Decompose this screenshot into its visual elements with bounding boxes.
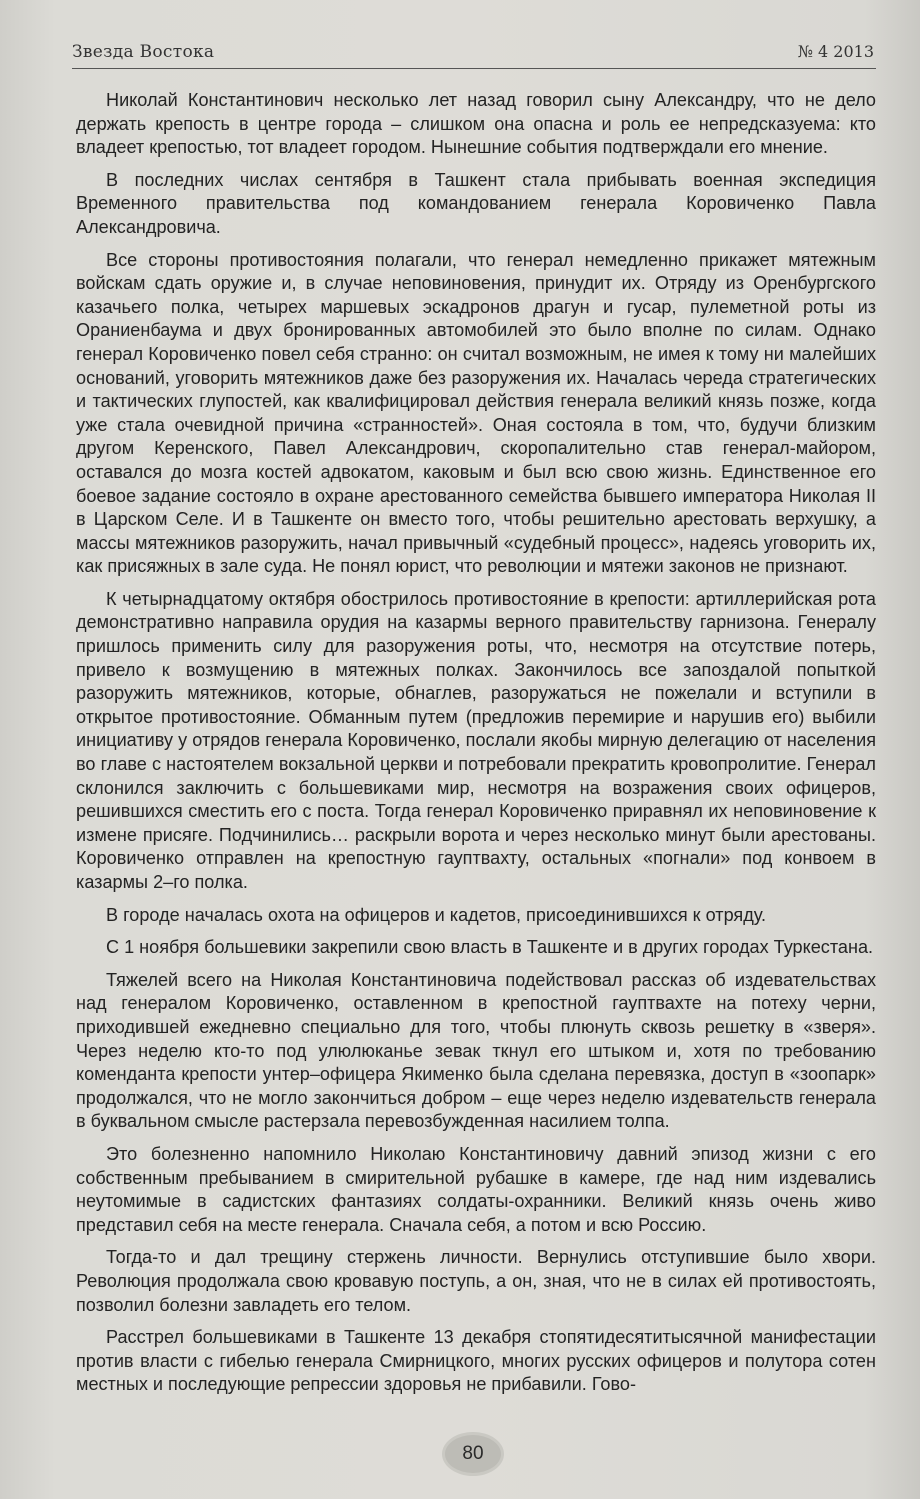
paragraph: Тогда-то и дал трещину стержень личности. Вернулись отступившие было хвори. Революция продолжала свою кровавую поступь, а он, зная, что не в силах ей противостоять, позволил болезни завладеть его телом. (76, 1247, 876, 1315)
magazine-title: Звезда Востока (72, 42, 215, 62)
paragraph: С 1 ноября большевики закрепили свою власть в Ташкенте и в других городах Туркестана. (106, 937, 874, 958)
page-number: 80 (445, 1435, 501, 1473)
paragraph: Это болезненно напомнило Николаю Константиновичу давний эпизод жизни с его собственным пребыванием в смирительной рубашке в камере, где над ним издевались неутомимые в садистских фантазиях солдаты-охранники. Великий князь очень живо представил себя на месте генерала. Сначала себя, а потом и всю Россию. (76, 1143, 876, 1235)
paragraph: Все стороны противостояния полагали, что генерал немедленно прикажет мятежным войскам сдать оружие и, в случае неповиновения, принудит их. Отряду из Оренбургского казачьего полка, четырех маршевых эскадронов драгун и гусар, пулеметной роты из Ораниенбаума и двух бронированных автомобилей это было вполне по силам. Однако генерал Коровиченко повел себя странно: он считал возможным, не имея к тому ни малейших оснований, уговорить мятежников даже без разоружения их. Началась череда стратегических и тактических глупостей, как квалифицировал действия генерала великий князь позже, когда уже стала очевидной причина «странностей». Оная состояла в том, что, будучи близким другом Керенского, Павел Александрович, скоропалительно став генерал-майором, оставался до мозга костей адвокатом, каковым и был всю свою жизнь. Единственное его боевое задание состояло в охране арестованного семейства бывшего императора Николая II в Царском Селе. И в Ташкенте он вместо того, чтобы решительно арестовать верхушку, а массы мятежников разоружить, начал привычный «судебный процесс», надеясь уговорить их, как присяжных в зале суда. Не понял юрист, что революции и мятежи законов не признают. (76, 249, 876, 577)
paragraph: К четырнадцатому октября обострилось противостояние в крепости: артиллерийская рота демонстративно направила орудия на казармы верного правительству гарнизона. Генералу пришлось применить силу для разоружения роты, что, несмотря на отсутствие потерь, привело к возмущению в мятежных полках. Закончилось все запоздалой попыткой разоружить мятежников, которые, обнаглев, разоружаться не пожелали и вступили в открытое противостояние. Обманным путем (предложив перемирие и нарушив его) выбили инициативу у отрядов генерала Коровиченко, послали якобы мирную делегацию от населения во главе с настоятелем вокзальной церкви и потребовали прекратить кровопролитие. Генерал склонился заключить с большевиками мир, несмотря на возражения своих офицеров, решившихся сместить его с поста. Тогда генерал Коровиченко приравнял их неповиновение к измене присяге. Подчинились… раскрыли ворота и через несколько минут были арестованы. Коровиченко отправлен на крепостную гауптвахту, остальных «погнали» под конвоем в казармы 2–го полка. (76, 588, 876, 892)
paragraph: В последних числах сентября в Ташкент стала прибывать военная экспедиция Временного правительства под командованием генерала Коровиченко Павла Александровича. (76, 169, 876, 237)
paragraph: Тяжелей всего на Николая Константиновича подействовал рассказ об издевательствах над генералом Коровиченко, оставленном в крепостной гауптвахте на потеху черни, приходившей ежедневно специально для того, чтобы плюнуть сквозь решетку в «зверя». Через неделю кто-то под улюлюканье зевак ткнул его штыком и, хотя по требованию коменданта крепости унтер–офицера Якименко была сделана перевязка, доступ в «зоопарк» продолжался, что не могло закончиться добром – еще через неделю издевательств генерала в буквальном смысле растерзала перевозбужденная насилием толпа. (76, 969, 876, 1132)
paragraph: Николай Константинович несколько лет назад говорил сыну Александру, что не дело держать крепость в центре города – слишком она опасна и роль ее непредсказуема: кто владеет крепостью, тот владеет городом. Нынешние события подтверждали его мнение. (76, 90, 876, 158)
issue-number: № 4 2013 (797, 42, 874, 61)
article-body (76, 89, 876, 1406)
paragraph: В городе началась охота на офицеров и кадетов, присоединившихся к отряду. (106, 904, 767, 925)
paragraph: Расстрел большевиками в Ташкенте 13 декабря стопятидесятитысячной манифестации против власти с гибелью генерала Смирницкого, многих русских офицеров и полутора сотен местных и последующие репрессии здоровья не прибавили. Гово- (76, 1327, 876, 1395)
running-header (72, 40, 876, 69)
